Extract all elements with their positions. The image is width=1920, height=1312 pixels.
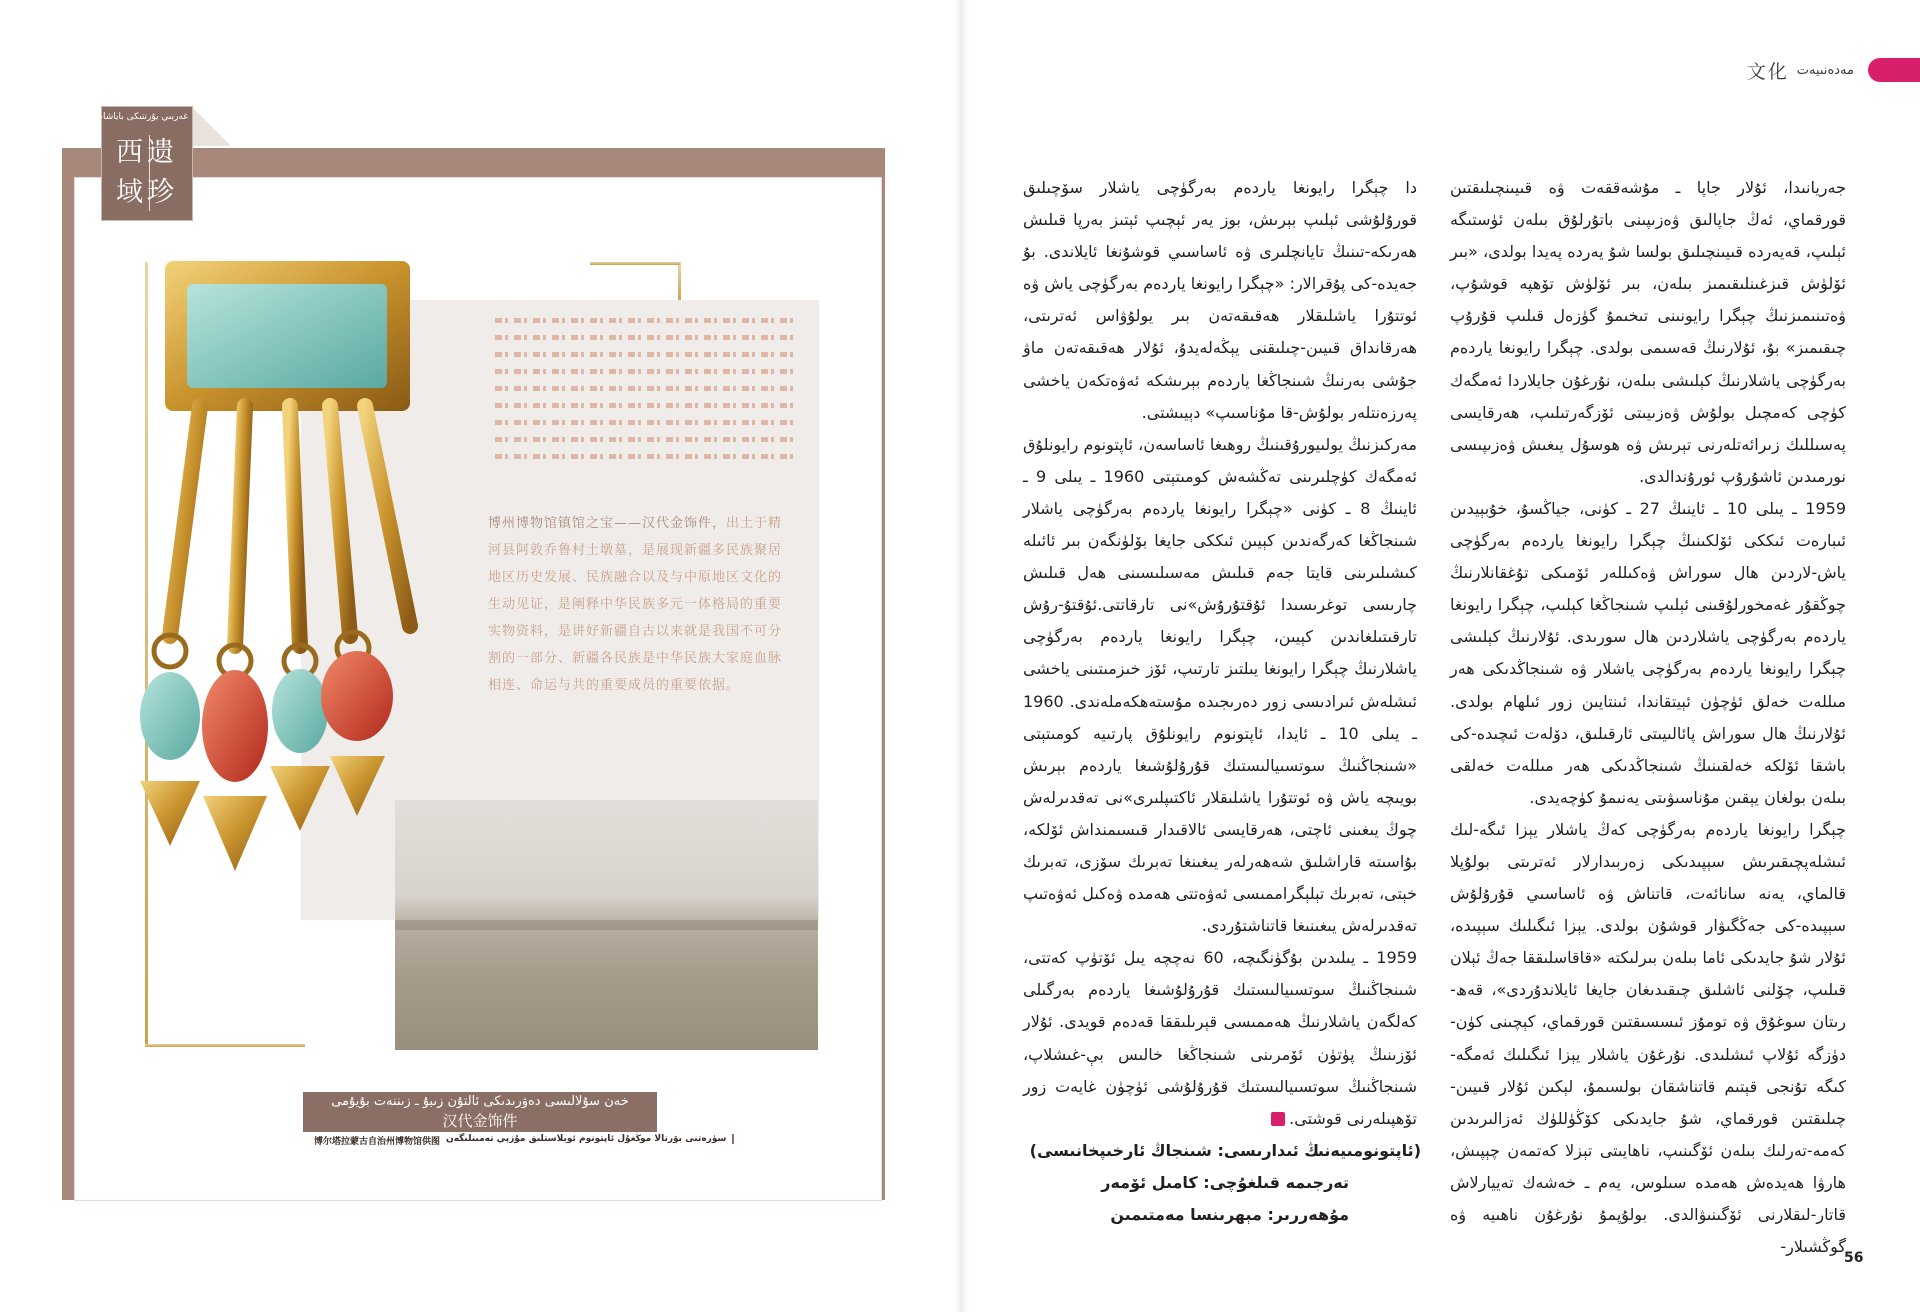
end-mark-icon [1271, 1112, 1285, 1126]
credit-translator: تەرجىمە قىلغۇچى: كامىل ئۆمەر [1101, 1173, 1349, 1192]
artifact-description-body: 出土于精河县阿敦乔鲁村土墩墓，是展现新疆多民族聚居地区历史发展、民族融合以及与中原地区文化的生动见证，是阐释中华民族多元一体格局的重要实物资料，是讲好新疆自古以来就是我国不可分割的一部分、新疆各民族是中华民族大家庭血脉相连、命运与共的重要成员的重要依据。 [488, 516, 783, 693]
credit-editor: مۇھەررىر: مېھرىنسا مەمتىمىن [1110, 1205, 1349, 1224]
gold-rule-right [678, 262, 681, 304]
artifact-description [488, 510, 788, 699]
calligraphy-lines [495, 318, 795, 476]
paragraph: 1959 ـ يىلى 10 ـ ئاينىڭ 27 ـ كۈنى، جياڭسۇ، خۇبېيدىن ئىبارەت ئىككى ئۆلكىنىڭ چېگرا رايونغا يارد‌ەم بەرگۈچى ياش-لاردىن ھال سوراش ۋەكىللەر ئۆمىكى تۇغقانلارنىڭ چوڭقۇر غەمخورلۇقىنى ئېلىپ شىنجاڭغا كېلىپ، چېگرا رايونغا يارد‌ەم بەرگۈچى ياشلاردىن ھال سورىدى. ئۇلارنىڭ كېلىشى چېگرا رايونغا يارد‌ەم بەرگۈچى ياشلار ۋە شىنجاڭدىكى ھەر مىللەت خەلق ئۈچۈن ئېيتقاندا، ئىنتايىن زور ئىلھام بولدى. ئۇلارنىڭ ھال سوراش پائالىيىتى ئارقىلىق، دۆلەت ئىچىدە-كى باشقا ئۆلكە خەلقىنىڭ شىنجاڭدىكى ھەر مىللەت خەلقى بىلەن بولغان يېقىن مۇناسىۋىتى يەنىمۇ كۈچەيدى. [1450, 498, 1846, 807]
photo-credit [314, 1134, 727, 1147]
paragraph: دا چېگرا رايونغا يارد‌ەم بەرگۈچى ياشلار سۆچىلىق قورۇلۇشى ئېلىپ بېرىش، بوز يەر ئېچىپ ئېتىز بەرپا قىلىش ھەرىكە-تىنىڭ تايانچلىرى ۋە ئاساسىي قوشۇنغا ئايلاندى. بۇ جەيدە-كى پۇقرالار: «چېگرا رايونغا يارد‌ەم بەرگۈچى ياش ۋە ئوتتۇرا ياشلىقلار ھەقىقەتەن بىر يولۇۋاس ئەترىتى، ھەرقانداق قىيىن-چىلىقنى يېڭەلەيدۇ، ئۇلار ھەقىقەتەن ماۋ جۇشى بەرنىڭ شىنجاڭغا يارد‌ەم بېرىشكە ئەۋەتكەن ياخشى پەرزەنتلەر بولۇش-قا مۇناسىپ» دېيىشتى. [1023, 178, 1417, 422]
camera-icon [732, 1134, 734, 1144]
article-column-right [1450, 172, 1846, 1263]
artifact-description-lead: 博州博物馆镇馆之宝——汉代金饰件， [488, 516, 727, 531]
badge-title-cn: 西遗 域珍 [116, 137, 178, 208]
credit-cn: 博尔塔拉蒙古自治州博物馆供图 [314, 1137, 441, 1147]
section-title-ug: مەدەنىيەت [1796, 62, 1854, 78]
credit-ug: سۈرەتنى بۆرتالا موڭغۇل ئاپتونوم ئوبلاستلىق مۇزېي تەمىنلىگەن [446, 1134, 727, 1144]
section-title-cn: 文化 [1746, 60, 1789, 83]
paragraph: جەريانىدا، ئۇلار جاپا ـ مۇشەققەت ۋە قىيىنچىلىقتىن قورقماي، ئەڭ جاپالىق ۋەزىپىنى باتۇرلۇق بىلەن ئۈستىگە ئېلىپ، قەيەردە قىيىنچىلىق بولسا شۇ يەردە پەيدا بولدى، «بىر ئۆلۈش قىزغىنلىقىمىز بىلەن، بىر ئۆلۈش تۆھپە قوشۇپ، ۋەتىنىمىزنىڭ چېگرا رايونىنى تىخىمۇ گۈزەل قىلىپ قۇرۇپ چىقىمىز» بۇ، ئۇلارنىڭ قەسىمى بولدى. چېگرا رايونغا يارد‌ەم بەرگۈچى ياشلارنىڭ كېلىشى بىلەن، نۇرغۇن جايلاردا ئەمگەك كۈچى كەمچىل بولۇش ۋەزىيىتى ئۆزگەرتىلىپ، ھەرقايسى پەسىللىك زىرائەتلەرنى تېرىش ۋە ھوسۇل يىغىش ۋەزىپىسى نورمىدىن ئاشۇرۇپ ئورۇندالدى. [1450, 178, 1846, 486]
credit-source: (ئاپتونومىيەنىڭ ئىدارىسى: شىنجاڭ ئارخىپخانىسى) [1029, 1141, 1421, 1160]
gold-rule-bottom [145, 1044, 305, 1047]
article-column-left [1023, 172, 1417, 1135]
caption-cn: 汉代金饰件 [442, 1112, 518, 1130]
paragraph-final: 1959 ـ يىلىدىن بۇگۈنگىچە، 60 نەچچە يىل ئۆتۈپ كەتتى، شىنجاڭنىڭ سوتسىيالىستىك قۇرۇلۇشىغا يارد‌ەم بەرگىلى كەلگەن ياشلارنىڭ ھەممىسى قېرىلىققا قەدەم قويدى. ئۇلار ئۆزىنىڭ پۈتۈن ئۆمرىنى شىنجاڭغا خالىس بې-غىشلاپ، شىنجاڭنىڭ سوتسىيالىستىك قۇرۇلۇشى ئۈچۈن غايەت زور تۆھپىلەرنى قوشتى. [1023, 948, 1417, 1128]
gold-rule-top [590, 262, 680, 265]
article-credits [1023, 1135, 1421, 1231]
badge-tab [191, 106, 231, 146]
gold-ornament-image [125, 256, 485, 876]
badge-title-ug: غەربىي يۇرتتىكى باياشات تىزمىلار [64, 112, 188, 122]
paragraph: چېگرا رايونغا يارد‌ەم بەرگۈچى كەڭ ياشلار يېزا ئىگە-لىك ئىشلەپچىقىرىش سېپىدىكى زەربىدارلار ئەترىتى بولۇپلا قالماي، يەنە سانائەت، قاتناش ۋە ئاساسىي قۇرۇلۇش سېپىدە-كى جەڭگىۋار قوشۇن بولدى. يېزا ئىگىلىك سېپىدە، ئۇلار شۇ جايدىكى ئاما بىلەن بىرلىكتە «قاقاسلىققا جەڭ ئېلان قىلىپ، چۆلنى ئاشلىق چىقىدىغان جايغا ئايلاندۇردى»، قەھ-رىتان سوغۇق ۋە تومۇز ئىسسىقتىن قورقماي، كېچىنى كۈن-دۈزگە ئۇلاپ ئىشلىدى. نۇرغۇن ياشلار يېزا ئىگىلىك ئەمگە-كىگە تۇنجى قېتىم قاتناشقان بولسىمۇ، لېكىن ئۇلار قىيىن-چىلىقتىن قورقماي، شۇ جايدىكى كۆڭۈللۈك ئەزالىرىدىن كەمە-تەرلىك بىلەن ئۆگىنىپ، ناھايىتى تېزلا كەتمەن چېپىش، ھارۋا ھەيدەش ھەمدە سىلوس، يەم ـ خەشەك تەييارلاش قاتار-لىقلارنى ئۆگىنىۋالدى. بولۇپمۇ نۇرغۇن ناھىيە ۋە گوڭشىلار- [1450, 819, 1846, 1257]
paragraph: مەركىزنىڭ يولىيورۇقىنىڭ روھىغا ئاساسەن، ئاپتونوم رايونلۇق ئەمگەك كۈچلىرىنى تەڭشەش كومىتېتى 1960 ـ يىلى 9 ـ ئاينىڭ 8 ـ كۈنى «چېگرا رايونغا يارد‌ەم بەرگۈچى ياشلار شىنجاڭغا كەرگەندىن كېيىن ئىككى جايغا بۆلۈنگەن بىر ئائىلە كىشىلىرىنى قايتا جەم قىلىش مەسىلىسىنى ھەل قىلىش چارىسى توغرىسىدا ئۇقتۇرۇش»نى تارقاتتى.ئۇقتۇ-رۇش تارقىتىلغاندىن كېيىن، چېگرا رايونغا يارد‌ەم بەرگۈچى ياشلارنىڭ چېگرا رايونغا يىلتىز تارتىپ، ئۆز خىزمىتىنى ياخشى ئىشلەش ئىرادىسى زور دەرىجىدە مۇستەھكەملەندى. 1960 ـ يىلى 10 ـ ئايدا، ئاپتونوم رايونلۇق پارتىيە كومىتېتى «شىنجاڭنىڭ سوتسىيالىستىك قۇرۇلۇشىغا يارد‌ەم بېرىش بويىچە ياش ۋە ئوتتۇرا ياشلىقلار ئاكتىپلىرى»نى تەقدىرلەش چوڭ يىغىنى ئاچتى، ھەرقايسى ئالاقىدار قىسىمنداش ئۆلكە، بۇاسىتە قاراشلىق شەھەرلەر يىغىنغا تەبرىك سۆزى، تەبرىك خېتى، تەبرىك تېلېگراممىسى ئەۋەتتى ھەمدە ۋەكىل ئەۋەتىپ تەقدىرلەش يىغىنىغا قاتناشتۇردى. [1023, 434, 1417, 936]
column-badge [64, 106, 193, 221]
image-caption [303, 1092, 657, 1132]
caption-ug: خەن سۇلالىسى دەۋرىدىكى ئالتۇن زىبۇ ـ زىننەت بۇيۇمى [331, 1094, 629, 1109]
section-header [1747, 58, 1920, 82]
page-number: 56 [1844, 1250, 1864, 1266]
section-accent-bar [1868, 58, 1920, 82]
page-fold [955, 0, 969, 1312]
